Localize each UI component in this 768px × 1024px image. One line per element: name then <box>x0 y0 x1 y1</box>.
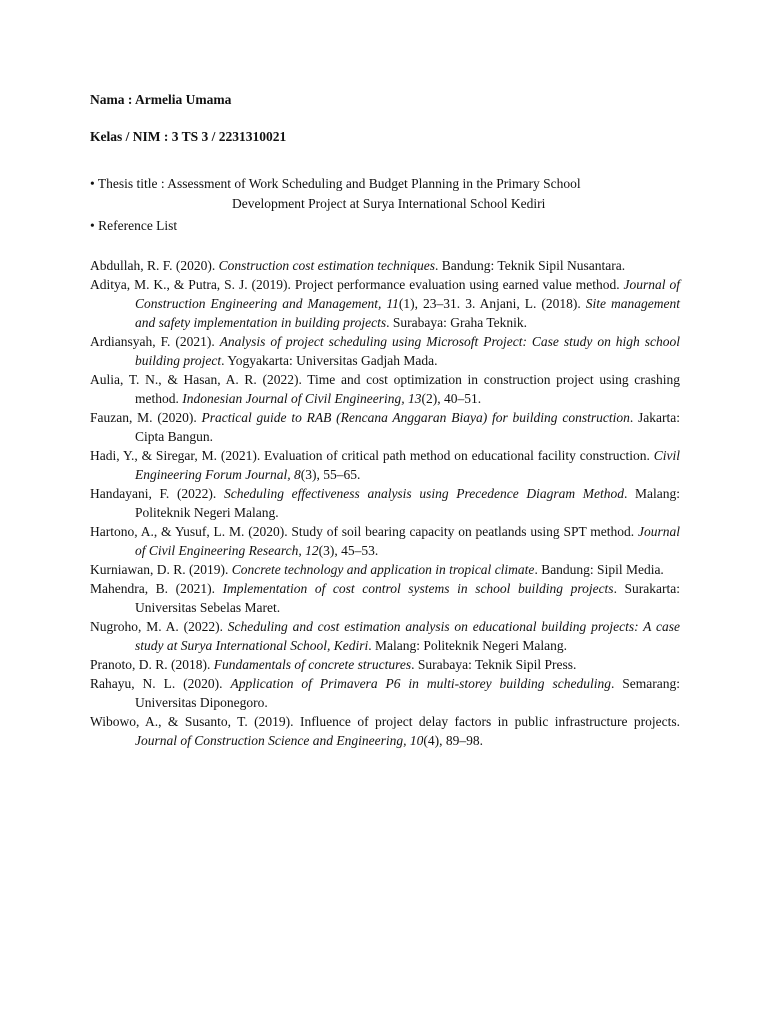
reference-entry <box>90 522 680 560</box>
student-name: Nama : Armelia Umama <box>90 92 232 107</box>
reference-title: Construction cost estimation techniques <box>218 258 436 273</box>
reference-title: Implementation of cost control systems in school building projects <box>222 581 614 596</box>
reference-text: Nugroho, M. A. (2022). <box>90 619 228 634</box>
reference-entry <box>90 256 680 275</box>
reference-text: Wibowo, A., & Susanto, T. (2019). Influence of project delay factors in public infrastructure projects. <box>90 714 680 729</box>
reference-title: Analysis of project scheduling using Microsoft Project: Case study on high school building project <box>135 334 681 368</box>
reference-text: . Malang: Politeknik Negeri Malang. <box>135 486 680 520</box>
reference-text: (2), 40–51. <box>421 391 482 406</box>
reference-entry <box>90 275 680 332</box>
reference-text: Abdullah, R. F. (2020). <box>90 258 219 273</box>
reference-text: Ardiansyah, F. (2021). <box>90 334 220 349</box>
reference-title: Indonesian Journal of Civil Engineering, 13 <box>182 391 422 406</box>
thesis-title-line2: Development Project at Surya International School Kediri <box>232 196 546 211</box>
reference-list-label: • Reference List <box>90 218 178 233</box>
reference-text: Kurniawan, D. R. (2019). <box>90 562 232 577</box>
thesis-title-line1: • Thesis title : Assessment of Work Scheduling and Budget Planning in the Primary School <box>90 176 581 191</box>
reference-title: Scheduling and cost estimation analysis on educational building projects: A case study at Surya International School, Kediri <box>135 619 680 653</box>
reference-entry <box>90 446 680 484</box>
reference-entry <box>90 370 680 408</box>
reference-text: Aulia, T. N., & Hasan, A. R. (2022). Time and cost optimization in construction project using crashing method. <box>90 372 680 406</box>
reference-text: . Jakarta: Cipta Bangun. <box>135 410 681 444</box>
reference-title: Journal of Construction Science and Engineering, 10 <box>135 733 424 748</box>
reference-entry <box>90 674 680 712</box>
reference-title: Scheduling effectiveness analysis using Precedence Diagram Method <box>223 486 624 501</box>
reference-title: Concrete technology and application in tropical climate <box>231 562 535 577</box>
reference-text: . Surabaya: Graha Teknik. <box>386 315 527 330</box>
reference-text: Pranoto, D. R. (2018). <box>90 657 214 672</box>
reference-text: Handayani, F. (2022). <box>90 486 224 501</box>
reference-entry <box>90 484 680 522</box>
reference-title: Fundamentals of concrete structures <box>213 657 412 672</box>
reference-entry <box>90 560 680 579</box>
reference-entry <box>90 579 680 617</box>
reference-entry <box>90 617 680 655</box>
reference-text: (3), 45–53. <box>318 543 379 558</box>
reference-text: Mahendra, B. (2021). <box>90 581 223 596</box>
reference-entry <box>90 408 680 446</box>
reference-entry <box>90 712 680 750</box>
reference-text: Hadi, Y., & Siregar, M. (2021). Evaluation of critical path method on educational facility construction. <box>90 448 654 463</box>
reference-title: Civil Engineering Forum Journal, 8 <box>135 448 680 482</box>
reference-title: Journal of Construction Engineering and Management, 11 <box>135 277 680 311</box>
reference-text: . Bandung: Sipil Media. <box>534 562 664 577</box>
reference-text: (4), 89–98. <box>423 733 483 748</box>
reference-text: (3), 55–65. <box>300 467 361 482</box>
reference-title: Journal of Civil Engineering Research, 12 <box>135 524 680 558</box>
reference-title: Practical guide to RAB (Rencana Anggaran Biaya) for building construction <box>201 410 630 425</box>
reference-title: Site management and safety implementation in building projects <box>135 296 681 330</box>
reference-text: Fauzan, M. (2020). <box>90 410 202 425</box>
student-class-nim: Kelas / NIM : 3 TS 3 / 2231310021 <box>90 129 287 144</box>
reference-entry <box>90 332 680 370</box>
reference-text: Aditya, M. K., & Putra, S. J. (2019). Project performance evaluation using earned value method. <box>90 277 624 292</box>
reference-text: . Surabaya: Teknik Sipil Press. <box>411 657 577 672</box>
reference-title: Application of Primavera P6 in multi-storey building scheduling <box>230 676 611 691</box>
reference-text: . Malang: Politeknik Negeri Malang. <box>368 638 567 653</box>
reference-entry <box>90 655 680 674</box>
reference-text: Rahayu, N. L. (2020). <box>90 676 231 691</box>
reference-text: (1), 23–31. 3. Anjani, L. (2018). <box>398 296 586 311</box>
reference-text: . Yogyakarta: Universitas Gadjah Mada. <box>221 353 438 368</box>
reference-text: . Bandung: Teknik Sipil Nusantara. <box>435 258 626 273</box>
reference-text: Hartono, A., & Yusuf, L. M. (2020). Study of soil bearing capacity on peatlands using SPT method. <box>90 524 638 539</box>
reference-text: . Semarang: Universitas Diponegoro. <box>135 676 680 710</box>
reference-list <box>90 256 680 750</box>
reference-text: . Surakarta: Universitas Sebelas Maret. <box>135 581 680 615</box>
